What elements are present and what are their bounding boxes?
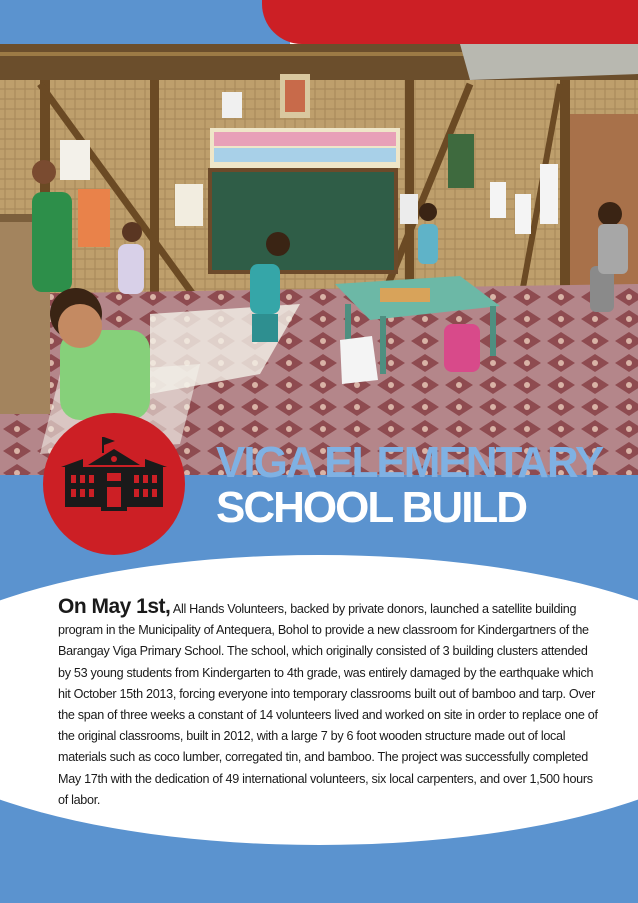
article-body: All Hands Volunteers, backed by private donors, launched a satellite building program in the Municipality of Antequera, Bohol to provide a new classroom for Kindergartners of the Barangay Viga Primary School. The school, which originally consisted of 3 building clusters attended by 53 young students from Kindergarten to 4th grade, was entirely damaged by the earthquake which hit October 15th 2013, forcing everyone into temporary classrooms built out of bamboo and tarp. Over the span of three weeks a constant of 14 volunteers lived and worked on site in order to replace one of the original classrooms, built in 2012, with a large 7 by 6 foot wooden structure made out of local materials such as coco lumber, corregated tin, and bamboo. The project was successfully completed May 17th with the dedication of 49 international volunteers, six local carpenters, and over 1,500 hours of labor. bbox=[58, 602, 598, 807]
article-lead: On May 1st, bbox=[58, 595, 171, 618]
top-bar bbox=[0, 0, 638, 48]
page-title-line1: VIGA ELEMENTARY bbox=[216, 438, 603, 487]
school-badge bbox=[43, 413, 185, 555]
page-title-line2: SCHOOL BUILD bbox=[216, 483, 527, 532]
article-text bbox=[58, 596, 598, 811]
top-blue-band bbox=[0, 0, 290, 44]
school-building-icon bbox=[43, 413, 185, 555]
top-red-band bbox=[262, 0, 638, 44]
